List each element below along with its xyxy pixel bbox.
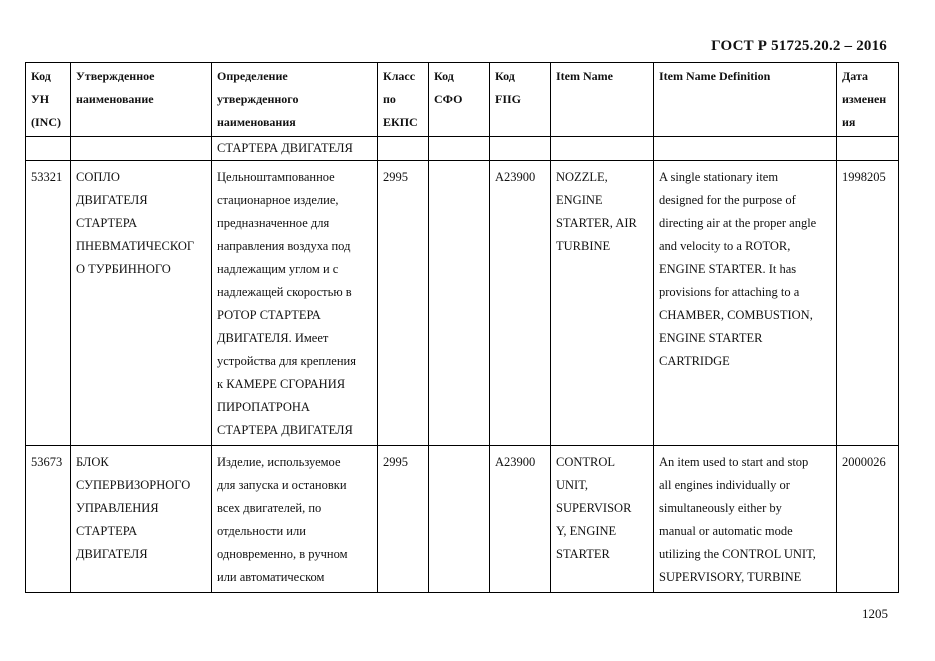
item-name: NOZZLE, ENGINE STARTER, AIR TURBINE bbox=[551, 161, 654, 446]
change-date: 2000026 bbox=[837, 446, 899, 593]
inc-code: 53321 bbox=[26, 161, 71, 446]
standard-designation: ГОСТ Р 51725.20.2 – 2016 bbox=[711, 38, 887, 54]
sfo-code bbox=[429, 446, 490, 593]
item-names-table bbox=[25, 62, 899, 593]
ekps-class: 2995 bbox=[378, 446, 429, 593]
header-fiig-code: Код FIIG bbox=[490, 63, 551, 137]
header-change-date: Дата изменен ия bbox=[837, 63, 899, 137]
item-name-definition: An item used to start and stop all engines individually or simultaneously either by manual or automatic mode utilizing the CONTROL UNIT, SUPERVISORY, TURBINE bbox=[654, 446, 837, 593]
page-number: 1205 bbox=[862, 606, 888, 621]
table-row bbox=[26, 161, 899, 446]
header-approved-name: Утвержденное наименование bbox=[71, 63, 212, 137]
inc-code: 53673 bbox=[26, 446, 71, 593]
header-item-name-definition: Item Name Definition bbox=[654, 63, 837, 137]
approved-name: БЛОК СУПЕРВИЗОРНОГО УПРАВЛЕНИЯ СТАРТЕРА ДВИГАТЕЛЯ bbox=[71, 446, 212, 593]
header-sfo-code: Код СФО bbox=[429, 63, 490, 137]
table-header-row bbox=[26, 63, 899, 137]
header-item-name: Item Name bbox=[551, 63, 654, 137]
definition-ru: Цельноштампованное стационарное изделие, предназначенное для направления воздуха под надлежащим углом и с надлежащей скоростью в РОТОР СТАРТЕРА ДВИГАТЕЛЯ. Имеет устройства для крепления к КАМЕРЕ СГОРАНИЯ ПИРОПАТРОНА СТАРТЕРА ДВИГАТЕЛЯ bbox=[212, 161, 378, 446]
header-definition: Определение утвержденного наименования bbox=[212, 63, 378, 137]
header-ekps-class: Класс по ЕКПС bbox=[378, 63, 429, 137]
sfo-code bbox=[429, 161, 490, 446]
item-name: CONTROL UNIT, SUPERVISOR Y, ENGINE STARTER bbox=[551, 446, 654, 593]
continuation-row bbox=[26, 137, 899, 161]
fiig-code: A23900 bbox=[490, 446, 551, 593]
change-date: 1998205 bbox=[837, 161, 899, 446]
fiig-code: A23900 bbox=[490, 161, 551, 446]
header-inc-code: Код УН (INC) bbox=[26, 63, 71, 137]
ekps-class: 2995 bbox=[378, 161, 429, 446]
approved-name: СОПЛО ДВИГАТЕЛЯ СТАРТЕРА ПНЕВМАТИЧЕСКОГ О ТУРБИННОГО bbox=[71, 161, 212, 446]
table-row bbox=[26, 446, 899, 593]
item-name-definition: A single stationary item designed for the purpose of directing air at the proper angle and velocity to a ROTOR, ENGINE STARTER. It has provisions for attaching to a CHAMBER, COMBUSTION, ENGINE STARTER CARTRIDGE bbox=[654, 161, 837, 446]
continuation-definition: СТАРТЕРА ДВИГАТЕЛЯ bbox=[212, 137, 378, 161]
definition-ru: Изделие, используемое для запуска и остановки всех двигателей, по отдельности или одновременно, в ручном или автоматическом bbox=[212, 446, 378, 593]
